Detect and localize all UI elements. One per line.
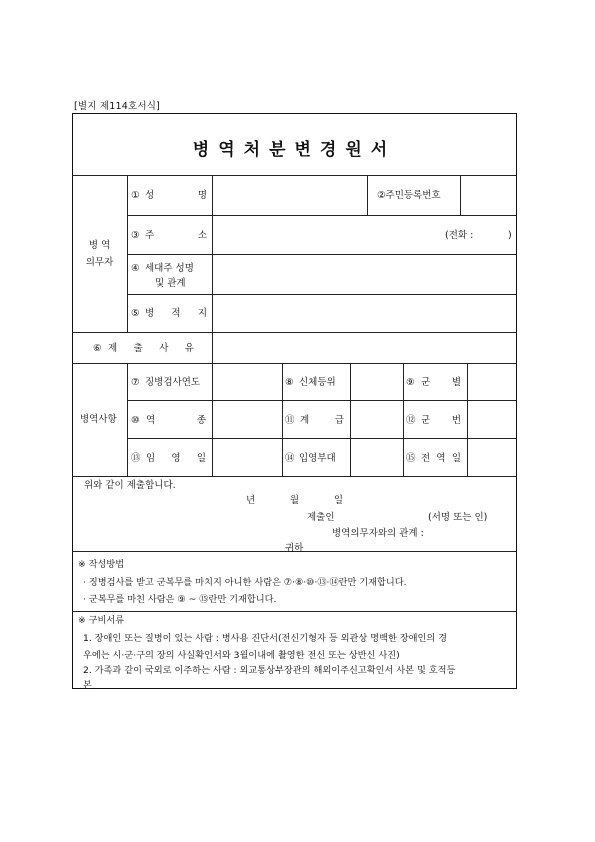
service-number-field[interactable] [468, 401, 515, 437]
notes-item: · 군복무를 마친 사람은 ⑨ ~ ⑮란만 기재합니다. [83, 594, 277, 605]
section-person-label-line2: 의무자 [85, 257, 114, 268]
service-type-label [146, 416, 206, 426]
rule-military-row2 [127, 438, 517, 439]
service-number-label-char: 군 [421, 415, 431, 426]
household-number: ④ [131, 263, 140, 274]
household-label-line1: 세대주 성명 [145, 263, 194, 274]
discharge-date-label-char: 전 [421, 453, 431, 464]
exam-year-number: ⑦ [131, 377, 140, 388]
documents-heading: ※ 구비서류 [78, 615, 125, 626]
date-year-label: 년 [246, 495, 256, 506]
branch-number: ⑨ [406, 377, 415, 388]
enlistment-date-label-char: 일 [196, 453, 206, 464]
rank-label-char: 급 [334, 415, 344, 426]
discharge-date-label-char: 일 [451, 453, 461, 464]
section-military-label: 병역사항 [80, 414, 117, 425]
rule-reason-bottom [72, 363, 517, 364]
notes-heading: ※ 작성방법 [78, 559, 125, 570]
enlistment-date-label-char: 임 [146, 453, 156, 464]
discharge-date-label [421, 454, 461, 464]
rrn-field[interactable] [461, 176, 515, 214]
service-type-label-char: 종 [196, 415, 206, 426]
notes-item: · 징병검사를 받고 군복무를 마치지 아니한 사람은 ⑦·⑧·⑩·⑬·⑭란만 기재합니다. [83, 577, 407, 588]
enlistment-unit-number: ⑭ [285, 453, 295, 464]
rule-military-bottom [72, 476, 517, 477]
rank-label [300, 416, 344, 426]
physical-grade-field[interactable] [351, 364, 402, 399]
section-person-label [72, 237, 127, 271]
reason-label-char: 제 [108, 343, 118, 354]
relation-label: 병역의무자와의 관계 : [332, 528, 424, 539]
reason-label-char: 출 [133, 343, 143, 354]
rule-military-label-col [127, 363, 128, 476]
enlistment-unit-field[interactable] [351, 439, 402, 475]
household-label-line2: 및 관계 [155, 278, 186, 289]
registry-label-char: 지 [197, 308, 207, 319]
address-number: ③ [131, 230, 140, 241]
date-day-label: 일 [333, 495, 343, 506]
enlistment-unit-label: 입영부대 [299, 453, 336, 464]
branch-label-char: 군 [421, 377, 431, 388]
service-type-field[interactable] [213, 401, 281, 437]
rrn-label: ②주민등록번호 [377, 190, 441, 201]
form-title: 병역처분변경원서 [192, 140, 397, 160]
declaration-date [246, 496, 343, 506]
discharge-date-label-char: 역 [436, 453, 446, 464]
form-reference: [별지 제114호서식] [74, 101, 161, 112]
rule-military-col-d [403, 363, 404, 476]
rule-name-end [367, 175, 368, 215]
section-person-label-line1: 병 역 [88, 240, 111, 251]
reason-field[interactable] [213, 333, 515, 362]
signature-label: (서명 또는 인) [428, 512, 488, 523]
rule-military-row1 [127, 400, 517, 401]
service-number-label [421, 416, 461, 426]
rule-person-label-col [127, 175, 128, 332]
registry-label-char: 병 [145, 308, 155, 319]
service-type-number: ⑩ [131, 415, 140, 426]
branch-label-char: 별 [451, 377, 461, 388]
declaration-statement: 위와 같이 제출합니다. [84, 480, 176, 491]
registry-label-char: 적 [171, 308, 181, 319]
service-number-number: ⑫ [406, 415, 416, 426]
recipient-label: 귀하 [285, 543, 304, 554]
submitter-label: 제출인 [307, 512, 335, 523]
enlistment-date-label [146, 454, 206, 464]
enlistment-date-label-char: 영 [171, 453, 181, 464]
date-month-label: 월 [289, 495, 300, 506]
branch-label [421, 378, 461, 388]
household-field[interactable] [213, 255, 515, 293]
service-type-label-char: 역 [146, 415, 156, 426]
documents-line: 본 [83, 680, 92, 691]
registry-number: ⑤ [131, 308, 140, 319]
documents-line: 1. 장애인 또는 질병이 있는 사람 : 병사용 진단서(전신기형자 등 외관상 명백한 장애인의 경 [83, 633, 448, 644]
physical-grade-label: 신체등위 [299, 377, 336, 388]
address-label-char: 소 [197, 230, 207, 241]
rank-label-char: 계 [300, 415, 310, 426]
reason-label [108, 344, 194, 354]
address-label [145, 231, 207, 241]
phone-close: ) [508, 230, 512, 241]
name-label [145, 191, 207, 201]
documents-line: 우에는 시·군·구의 장의 사실확인서와 3월이내에 촬영한 전신 또는 상반신 사진) [83, 650, 400, 661]
reason-label-char: 유 [184, 343, 194, 354]
branch-field[interactable] [468, 364, 515, 399]
rank-number: ⑪ [285, 415, 295, 426]
exam-year-label: 징병검사연도 [145, 377, 201, 388]
name-label-char: 명 [197, 190, 207, 201]
physical-grade-number: ⑧ [285, 377, 294, 388]
address-label-char: 주 [145, 230, 155, 241]
discharge-date-field[interactable] [468, 439, 515, 475]
enlistment-date-field[interactable] [213, 439, 281, 475]
enlistment-date-number: ⑬ [131, 453, 141, 464]
exam-year-field[interactable] [213, 364, 281, 399]
reason-label-char: 사 [159, 343, 169, 354]
documents-line: 2. 가족과 같이 국외로 이주하는 사람 : 외교통상부장관의 해외이주신고확인서 사본 및 호적등 [83, 665, 456, 676]
discharge-date-number: ⑮ [406, 453, 416, 464]
submitter-field[interactable] [345, 508, 425, 524]
rank-field[interactable] [351, 401, 402, 437]
rule-military-col-b [282, 363, 283, 476]
service-number-label-char: 번 [451, 415, 461, 426]
phone-label: (전화 : [445, 230, 474, 241]
name-label-char: 성 [145, 190, 155, 201]
address-field[interactable] [213, 216, 443, 253]
registry-label [145, 309, 207, 319]
reason-number: ⑥ [93, 343, 102, 354]
rule-notes-bottom [72, 611, 517, 612]
registry-field[interactable] [213, 295, 515, 331]
name-number: ① [131, 190, 140, 201]
name-field[interactable] [213, 176, 366, 214]
